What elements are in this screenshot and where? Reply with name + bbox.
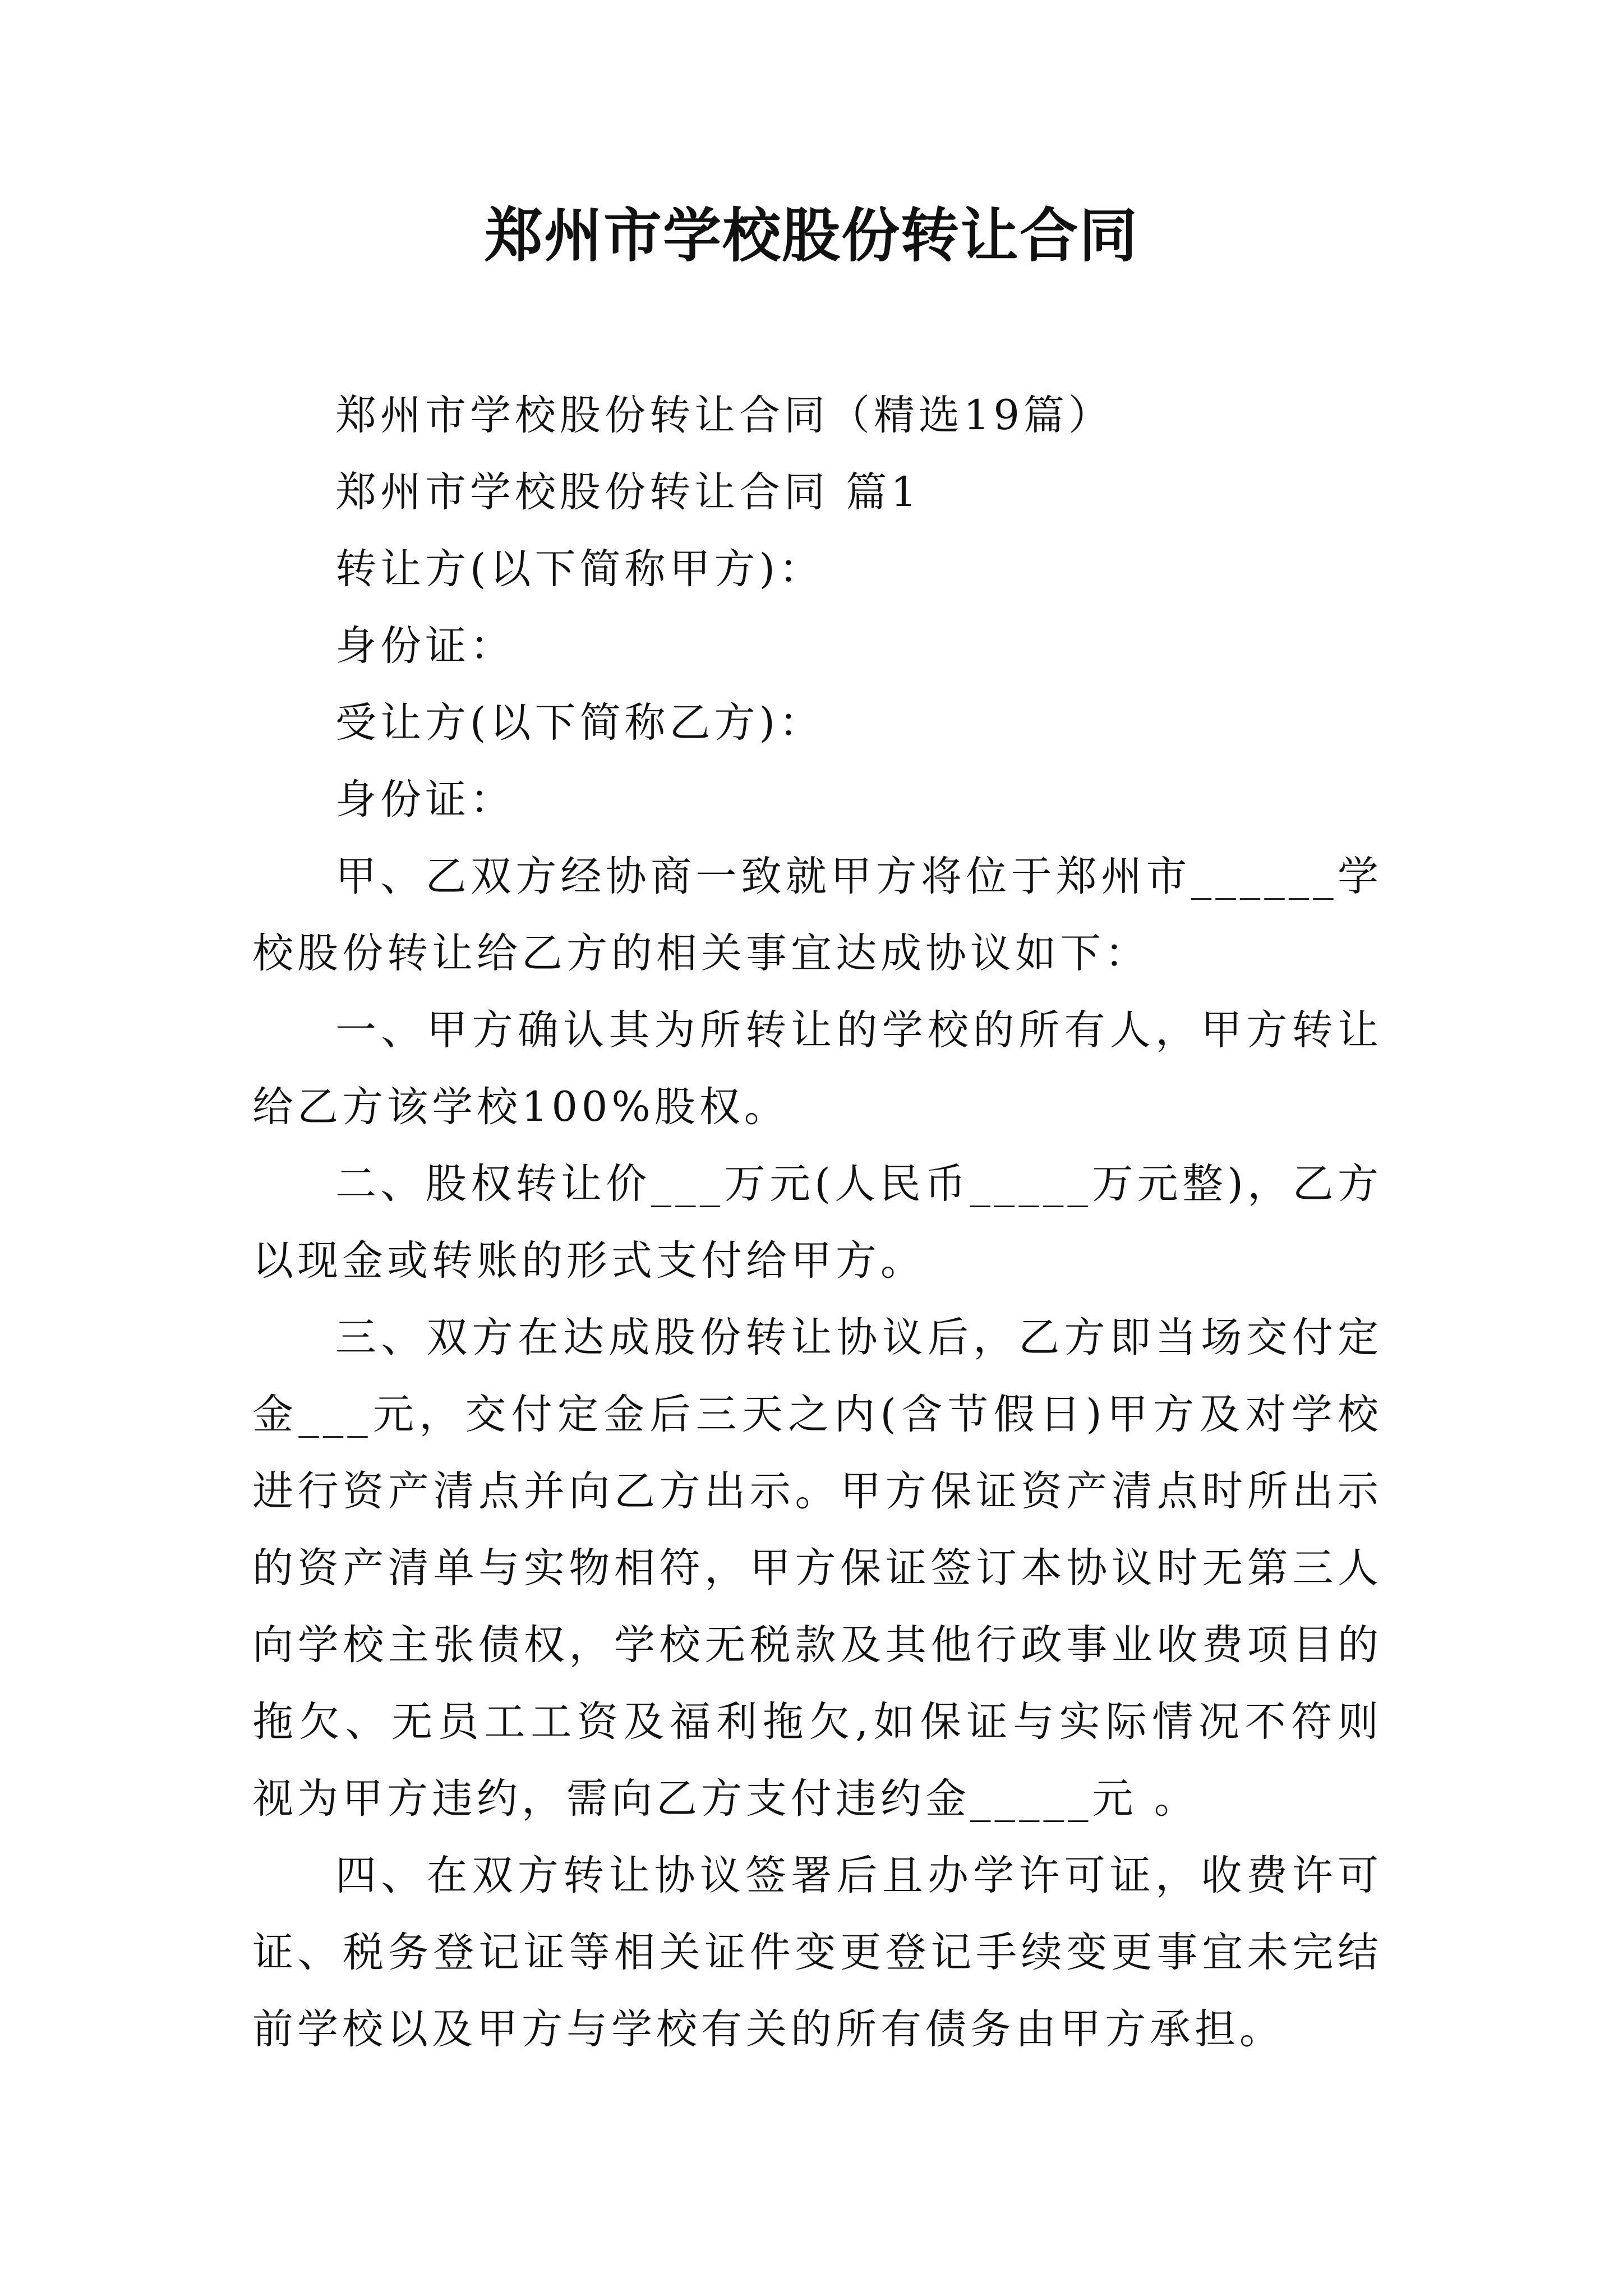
document-body (252, 377, 1382, 2068)
paragraph-clause-1: 一、甲方确认其为所转让的学校的所有人，甲方转让给乙方该学校100%股权。 (252, 1006, 1382, 1131)
paragraph-transferee-id: 身份证： (335, 776, 515, 823)
paragraph-transferor: 转让方(以下简称甲方)： (335, 545, 824, 593)
paragraph-clause-2: 二、股权转让价___万元(人民币_____万元整)，乙方以现金或转账的形式支付给甲方。 (252, 1160, 1382, 1285)
paragraph-transferee: 受让方(以下简称乙方)： (335, 699, 824, 747)
paragraph-transferor-id: 身份证： (335, 622, 515, 670)
paragraph-clause-3: 三、双方在达成股份转让协议后，乙方即当场交付定金___元，交付定金后三天之内(含节假日)甲方及对学校进行资产清点并向乙方出示。甲方保证资产清点时所出示的资产清单与实物相符，甲方保证签订本协议时无第三人向学校主张债权，学校无税款及其他行政事业收费项目的拖欠、无员工工资及福利拖欠,如保证与实际情况不符则视为甲方违约，需向乙方支付违约金_____元 。 (252, 1314, 1382, 1823)
paragraph-preamble: 甲、乙双方经协商一致就甲方将位于郑州市______学校股份转让给乙方的相关事宜达成协议如下： (252, 853, 1382, 977)
paragraph-section-heading: 郑州市学校股份转让合同 篇1 (335, 468, 921, 516)
paragraph-clause-4: 四、在双方转让协议签署后且办学许可证，收费许可证、税务登记证等相关证件变更登记手续变更事宜未完结前学校以及甲方与学校有关的所有债务由甲方承担。 (252, 1852, 1382, 2053)
document-title: 郑州市学校股份转让合同 (484, 201, 1138, 270)
paragraph-subtitle: 郑州市学校股份转让合同（精选19篇） (335, 392, 1113, 439)
